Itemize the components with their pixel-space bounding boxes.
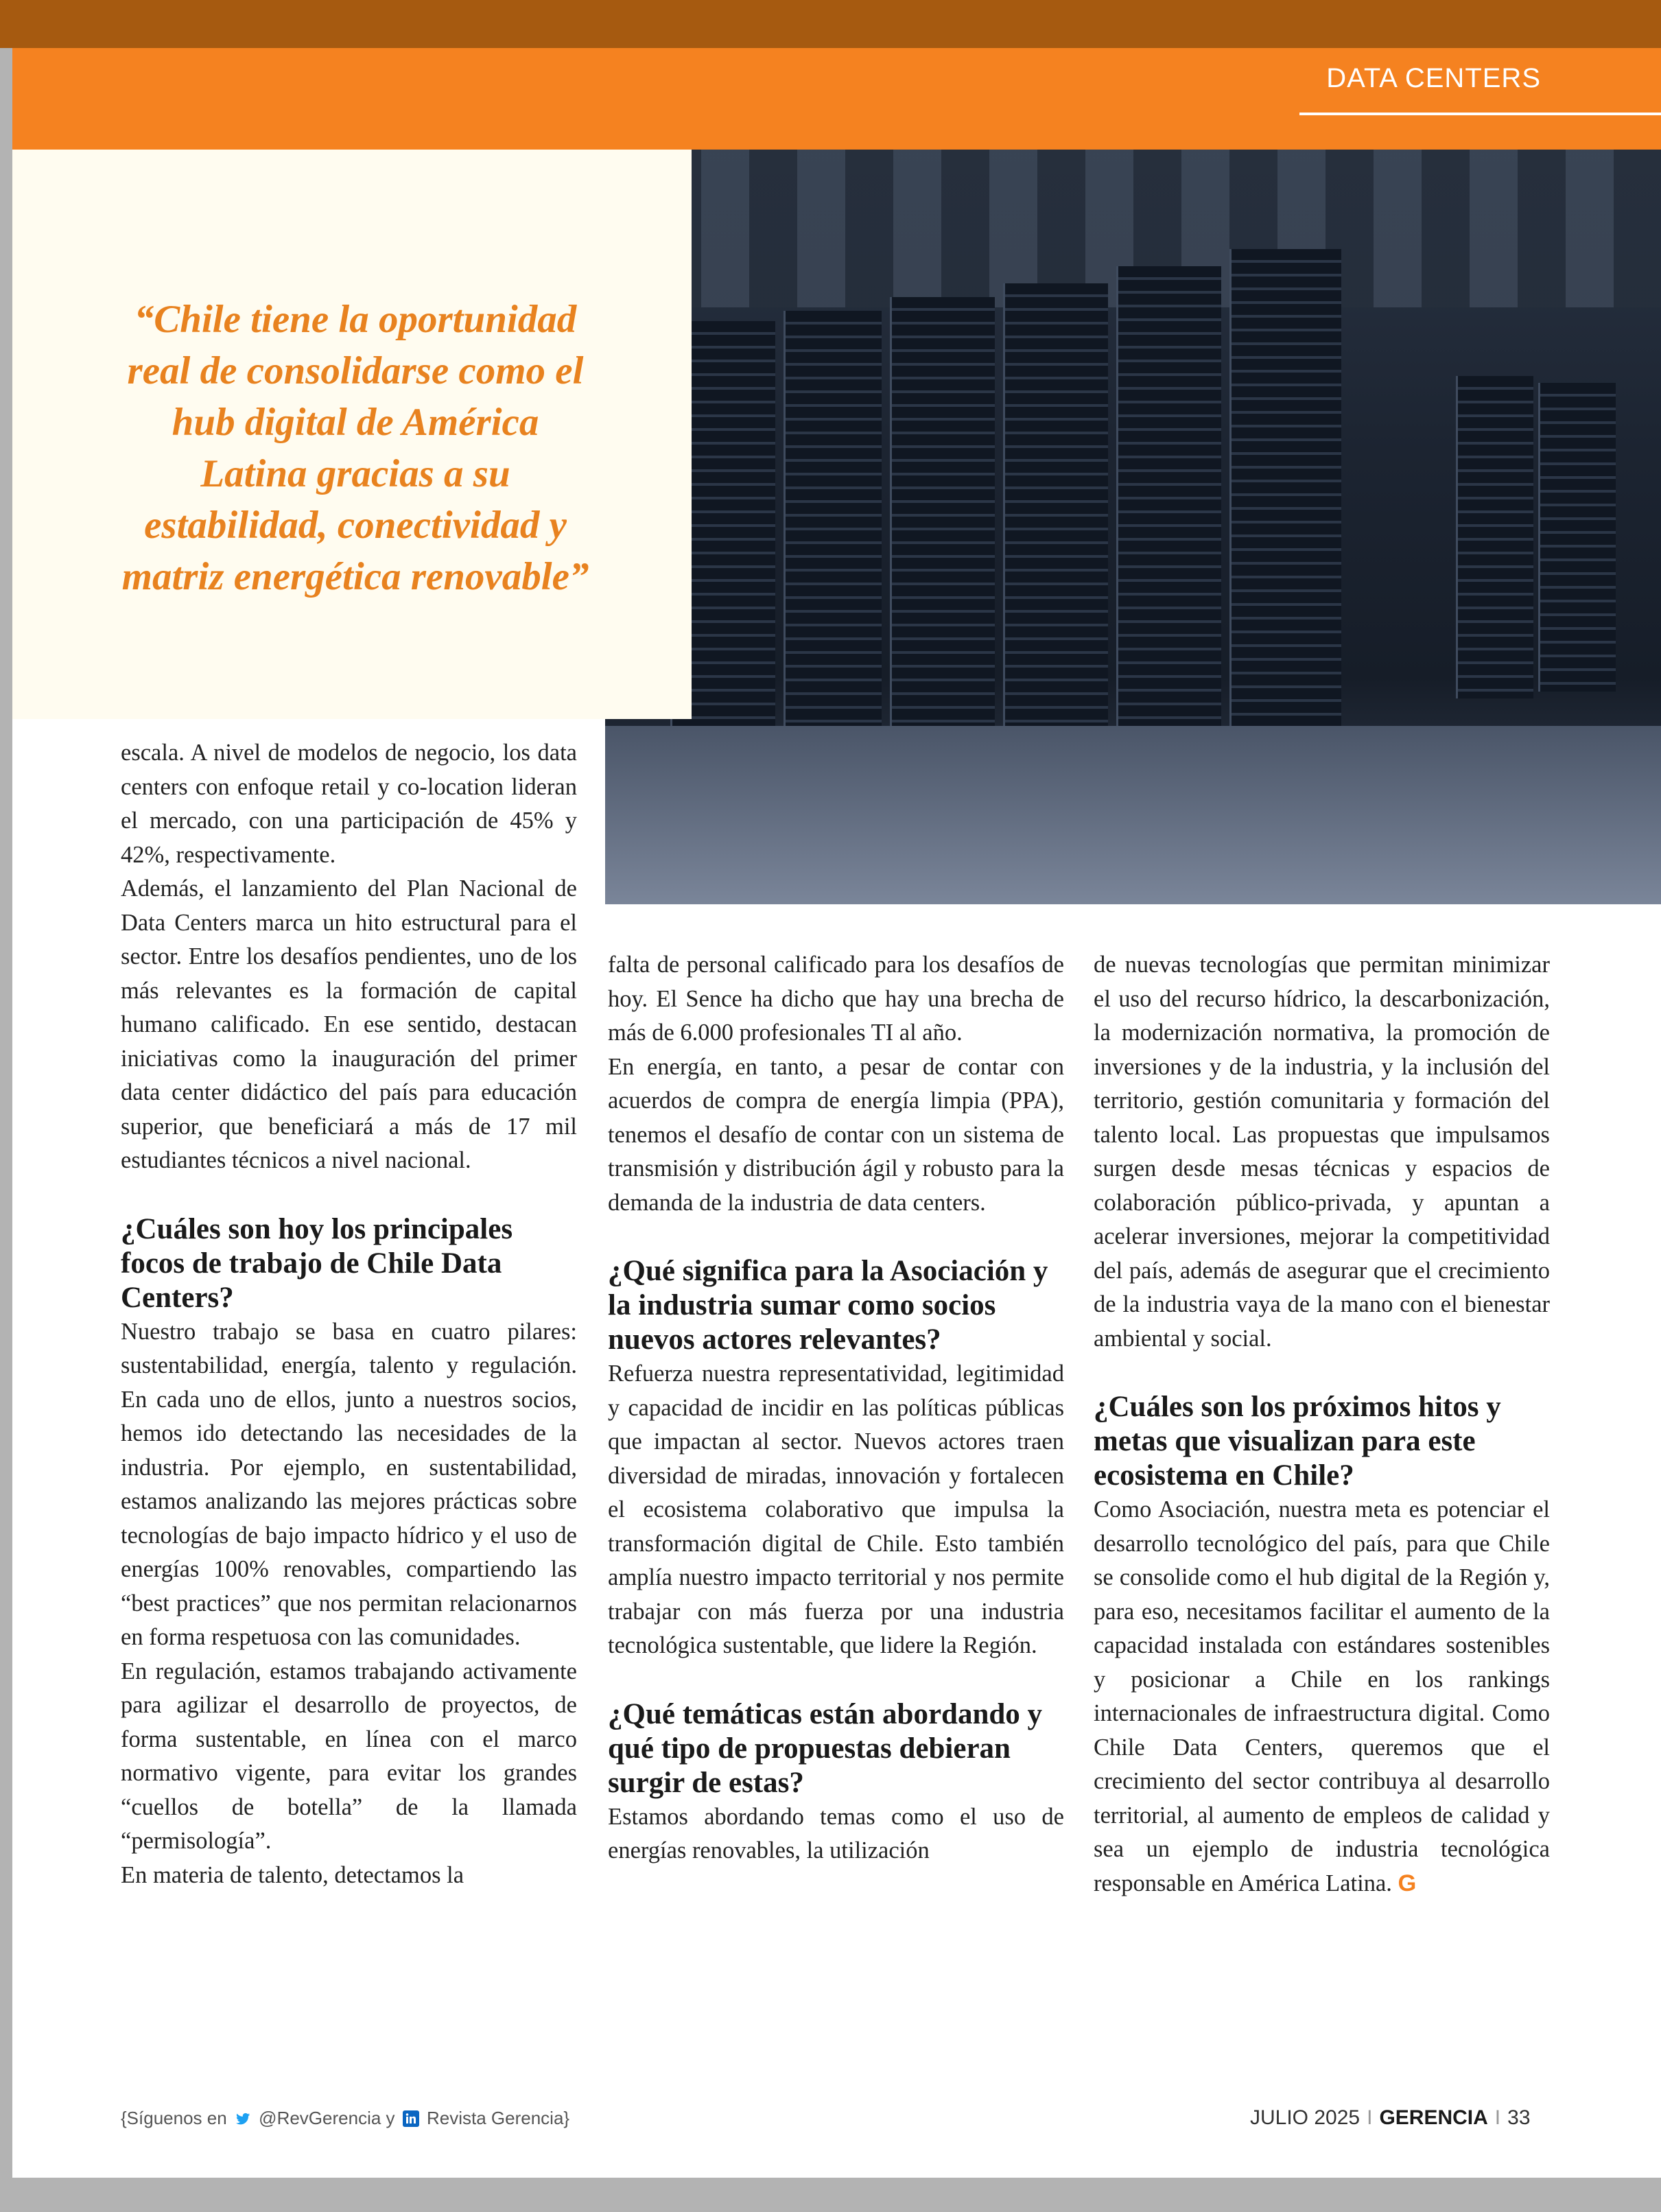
question-heading: ¿Qué significa para la Asociación y la industria sumar como socios nuevos actores relevantes? — [608, 1255, 1048, 1356]
follow-prefix: {Síguenos en — [121, 2108, 227, 2128]
paragraph: Refuerza nuestra representatividad, legitimidad y capacidad de incidir en las políticas públicas que impactan al sector. Nuevos actores traen diversidad de miradas, innovación y fortalecen el ecosistema colaborativo que impulsa la transformación digital de Chile. Esto también amplía nuestro impacto territorial y nos permite trabajar con más fuerza por una industria tecnológica sustentable, que lidere la Región. — [608, 1361, 1064, 1658]
server-rack — [1116, 266, 1221, 774]
folio-separator: I — [1367, 2106, 1373, 2129]
server-rack — [890, 297, 995, 757]
page-number: 33 — [1507, 2106, 1531, 2129]
server-rack — [1538, 383, 1616, 692]
server-rack — [1229, 249, 1341, 791]
issue-date: JULIO 2025 — [1250, 2106, 1360, 2129]
paragraph: escala. A nivel de modelos de negocio, los data centers con enfoque retail y co-location lideran el mercado, con una participación de 45% y 42%, respectivamente. — [121, 740, 577, 868]
header-rule — [1299, 113, 1661, 115]
paragraph: Además, el lanzamiento del Plan Nacional de Data Centers marca un hito estructural para el sector. Entre los desafíos pendientes, uno de los más relevantes es la formación de capital humano calificado. En ese sentido, destacan iniciativas como la inauguración del primer data center didáctico del país para educación superior, que beneficiará a más de 17 mil estudiantes técnicos a nivel nacional. — [121, 875, 577, 1173]
paragraph: falta de personal calificado para los desafíos de hoy. El Sence ha dicho que hay una brecha de más de 6.000 profesionales TI al año. — [608, 952, 1064, 1046]
paragraph: Nuestro trabajo se basa en cuatro pilares: sustentabilidad, energía, talento y regulación. En cada uno de ellos, junto a nuestros socios, hemos ido detectando las necesidades de la industria. Por ejemplo, en sustentabilidad, estamos analizando las mejores prácticas sobre tecnologías de bajo impacto hídrico y el uso de energías 100% renovables, compartiendo las “best practices” que nos permitan relacionarnos en forma respetuosa con las comunidades. — [121, 1318, 577, 1650]
pull-quote-box — [12, 150, 692, 719]
question-heading: ¿Qué temáticas están abordando y qué tipo de propuestas debieran surgir de estas? — [608, 1697, 1043, 1799]
linkedin-icon — [403, 2110, 419, 2127]
paragraph: En energía, en tanto, a pesar de contar con acuerdos de compra de energía limpia (PPA), tenemos el desafío de contar con un sistema de transmisión y distribución ágil y robusto para la demanda de la industria de data centers. — [608, 1053, 1064, 1216]
text-column-1 — [121, 736, 577, 1892]
header-bar — [12, 48, 1661, 150]
paragraph: Estamos abordando temas como el uso de energías renovables, la utilización — [608, 1803, 1064, 1863]
magazine-page — [12, 48, 1661, 2178]
text-column-2 — [608, 948, 1064, 1868]
folio — [1250, 2106, 1531, 2130]
photo-floor — [605, 726, 1661, 904]
section-label: DATA CENTERS — [1326, 63, 1541, 93]
server-rack — [1003, 283, 1108, 764]
linkedin-name: Revista Gerencia} — [427, 2108, 570, 2128]
folio-separator: I — [1494, 2106, 1501, 2129]
twitter-icon — [235, 2110, 251, 2127]
server-rack — [1456, 376, 1533, 698]
paragraph: En materia de talento, detectamos la — [121, 1861, 464, 1888]
data-center-photo — [605, 150, 1661, 904]
magazine-name: GERENCIA — [1379, 2106, 1488, 2129]
twitter-handle: @RevGerencia y — [259, 2108, 395, 2128]
text-column-3 — [1094, 948, 1550, 1901]
paragraph: de nuevas tecnologías que permitan minimizar el uso del recurso hídrico, la descarbonización, la modernización normativa, la promoción de inversiones y de la industria, y la inclusión del territorio, gestión comunitaria y formación del talento local. Las propuestas que impulsamos surgen desde mesas técnicas y espacios de colaboración público-privada, y apuntan a acelerar inversiones, mejorar la competitividad del país, además de asegurar que el crecimiento de la industria vaya de la mano con el bienestar ambiental y social. — [1094, 952, 1550, 1352]
server-rack — [784, 311, 882, 750]
question-heading: ¿Cuáles son los próximos hitos y metas que visualizan para este ecosistema en Chile? — [1094, 1391, 1501, 1492]
pull-quote: “Chile tiene la oportunidad real de consolidarse como el hub digital de América Latina gracias a su estabilidad, conectividad y matriz energética renovable” — [121, 298, 589, 598]
paragraph — [1094, 1493, 1550, 1901]
end-mark-logo: G — [1398, 1870, 1417, 1896]
paragraph: En regulación, estamos trabajando activamente para agilizar el desarrollo de proyectos, de forma sustentable, en línea con el marco normativo vigente, para evitar los grandes “cuellos de botella” de la llamada “permisología”. — [121, 1658, 577, 1854]
social-footer — [121, 2108, 569, 2129]
final-paragraph-text: Como Asociación, nuestra meta es potenciar el desarrollo tecnológico del país, para que Chile se consolide como el hub digital de la Región y, para eso, necesitamos facilitar el aumento de la capacidad instalada con estándares sostenibles y posicionar a Chile en los rankings internacionales de infraestructura digital. Como Chile Data Centers, queremos que el crecimiento del sector contribuya al desarrollo territorial, al aumento de empleos de calidad y sea un ejemplo de industria tecnológica responsable en América Latina. — [1094, 1496, 1550, 1896]
top-border-band — [0, 0, 1661, 48]
question-heading: ¿Cuáles son hoy los principales focos de trabajo de Chile Data Centers? — [121, 1212, 513, 1314]
